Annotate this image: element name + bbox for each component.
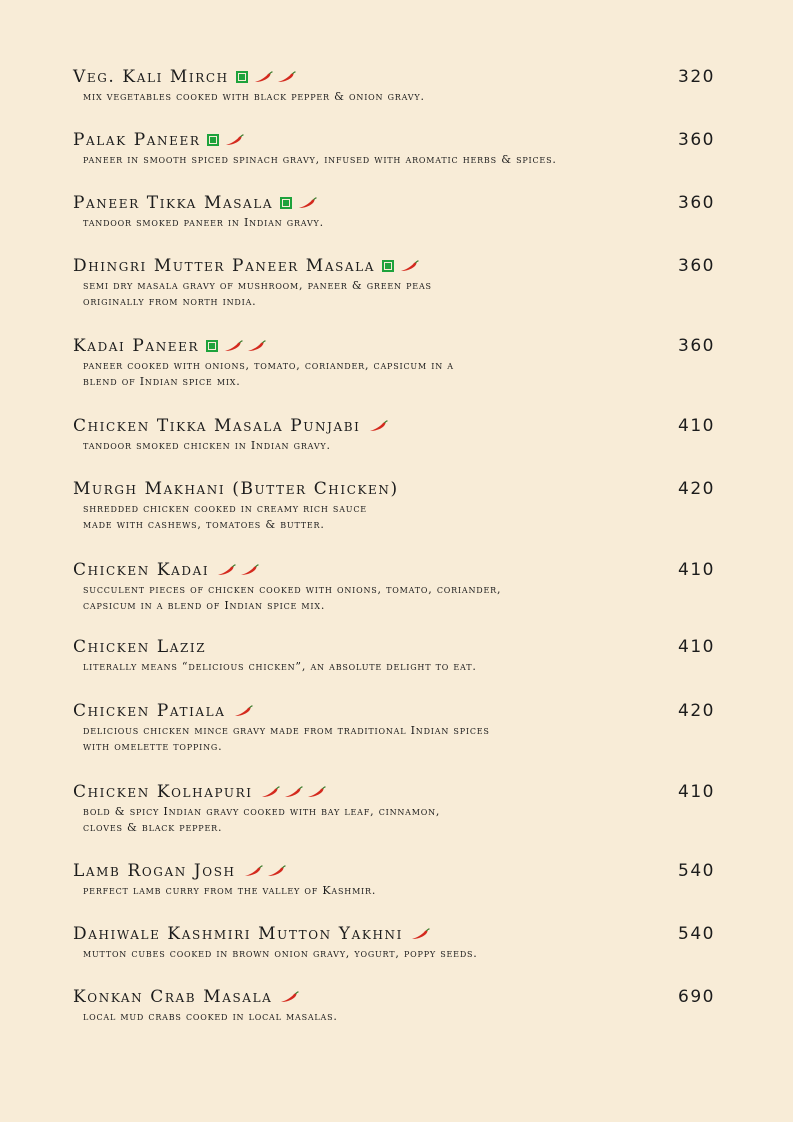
item-price: 690: [678, 987, 715, 1007]
item-name: Chicken Kolhapuri: [73, 782, 253, 802]
item-title: [73, 987, 302, 1007]
item-title: [73, 560, 262, 580]
item-title: [73, 130, 247, 150]
item-description: [83, 438, 643, 454]
item-name: Chicken Patiala: [73, 701, 226, 721]
item-name: Dahiwale Kashmiri Mutton Yakhni: [73, 924, 403, 944]
red-chili-icon: [260, 786, 280, 798]
menu-item: [73, 478, 715, 533]
item-name: Veg. Kali Mirch: [73, 67, 229, 87]
item-description: [83, 501, 643, 533]
item-price: 410: [678, 637, 715, 657]
red-chili-icon: [216, 564, 236, 576]
red-chili-icon: [224, 134, 244, 146]
item-description: [83, 883, 643, 899]
item-price: 410: [678, 560, 715, 580]
item-price: 360: [678, 130, 715, 150]
item-description: [83, 723, 643, 755]
item-header: [73, 986, 715, 1008]
item-description: [83, 804, 643, 836]
item-header: [73, 335, 715, 357]
item-price: 420: [678, 479, 715, 499]
item-header: [73, 255, 715, 277]
item-price: 410: [678, 782, 715, 802]
item-title: [73, 637, 206, 657]
item-title: [73, 193, 320, 213]
description-line: bold & spicy Indian gravy cooked with bay leaf, cinnamon,: [83, 805, 441, 818]
item-price: 360: [678, 336, 715, 356]
item-header: [73, 129, 715, 151]
item-icons: [410, 928, 433, 940]
item-description: [83, 659, 643, 675]
item-price: 360: [678, 256, 715, 276]
item-icons: [243, 865, 289, 877]
red-chili-icon: [246, 340, 266, 352]
red-chili-icon: [399, 260, 419, 272]
item-header: [73, 478, 715, 500]
description-line: delicious chicken mince gravy made from traditional Indian spices: [83, 724, 490, 737]
item-title: [73, 336, 269, 356]
veg-symbol-icon: [206, 340, 218, 352]
item-description: [83, 946, 643, 962]
red-chili-icon: [223, 340, 243, 352]
item-header: [73, 636, 715, 658]
description-line: succulent pieces of chicken cooked with onions, tomato, coriander,: [83, 583, 502, 596]
item-icons: [207, 134, 247, 146]
item-name: Kadai Paneer: [73, 336, 200, 356]
item-price: 360: [678, 193, 715, 213]
menu-item: [73, 559, 715, 614]
item-description: [83, 582, 643, 614]
item-name: Paneer Tikka Masala: [73, 193, 274, 213]
description-line: made with cashews, tomatoes & butter.: [83, 518, 325, 531]
item-description: [83, 152, 643, 168]
red-chili-icon: [297, 197, 317, 209]
item-title: [73, 782, 329, 802]
item-header: [73, 860, 715, 882]
veg-symbol-icon: [280, 197, 292, 209]
item-header: [73, 923, 715, 945]
description-line: mutton cubes cooked in brown onion gravy, yogurt, poppy seeds.: [83, 947, 478, 960]
red-chili-icon: [306, 786, 326, 798]
item-name: Chicken Laziz: [73, 637, 207, 657]
item-description: [83, 278, 643, 310]
item-title: [73, 701, 256, 721]
description-line: local mud crabs cooked in local masalas.: [83, 1010, 338, 1023]
item-price: 410: [678, 416, 715, 436]
veg-symbol-icon: [207, 134, 219, 146]
item-description: [83, 1009, 643, 1025]
menu-item: [73, 192, 715, 231]
item-header: [73, 66, 715, 88]
red-chili-icon: [239, 564, 259, 576]
menu-item: [73, 923, 715, 962]
item-description: [83, 215, 643, 231]
item-name: Murgh Makhani (Butter Chicken): [73, 479, 399, 499]
description-line: with omelette topping.: [83, 740, 223, 753]
item-price: 420: [678, 701, 715, 721]
menu-item: [73, 860, 715, 899]
item-description: [83, 358, 643, 390]
menu-item: [73, 255, 715, 310]
item-name: Dhingri Mutter Paneer Masala: [73, 256, 376, 276]
description-line: literally means “delicious chicken”, an absolute delight to eat.: [83, 660, 477, 673]
item-price: 320: [678, 67, 715, 87]
item-name: Konkan Crab Masala: [73, 987, 273, 1007]
menu-item: [73, 66, 715, 105]
item-title: [73, 67, 299, 87]
description-line: cloves & black pepper.: [83, 821, 223, 834]
item-header: [73, 781, 715, 803]
item-icons: [260, 786, 329, 798]
item-icons: [236, 71, 299, 83]
description-line: tandoor smoked paneer in Indian gravy.: [83, 216, 324, 229]
menu-item: [73, 415, 715, 454]
item-icons: [382, 260, 422, 272]
veg-symbol-icon: [382, 260, 394, 272]
red-chili-icon: [276, 71, 296, 83]
item-header: [73, 415, 715, 437]
item-icons: [216, 564, 262, 576]
menu-item: [73, 781, 715, 836]
description-line: semi dry masala gravy of mushroom, paneer & green peas: [83, 279, 432, 292]
item-title: [73, 256, 422, 276]
description-line: shredded chicken cooked in creamy rich sauce: [83, 502, 367, 515]
menu-item: [73, 335, 715, 390]
item-title: [73, 924, 433, 944]
item-name: Lamb Rogan Josh: [73, 861, 236, 881]
red-chili-icon: [279, 991, 299, 1003]
item-icons: [206, 340, 269, 352]
red-chili-icon: [253, 71, 273, 83]
description-line: originally from north india.: [83, 295, 257, 308]
description-line: tandoor smoked chicken in Indian gravy.: [83, 439, 331, 452]
item-name: Chicken Kadai: [73, 560, 210, 580]
red-chili-icon: [368, 420, 388, 432]
item-icons: [279, 991, 302, 1003]
item-name: Chicken Tikka Masala Punjabi: [73, 416, 361, 436]
item-icons: [280, 197, 320, 209]
item-title: [73, 479, 399, 499]
item-name: Palak Paneer: [73, 130, 201, 150]
veg-symbol-icon: [236, 71, 248, 83]
description-line: mix vegetables cooked with black pepper & onion gravy.: [83, 90, 425, 103]
menu-item: [73, 986, 715, 1025]
description-line: perfect lamb curry from the valley of Kashmir.: [83, 884, 377, 897]
red-chili-icon: [266, 865, 286, 877]
item-title: [73, 416, 391, 436]
description-line: blend of Indian spice mix.: [83, 375, 241, 388]
red-chili-icon: [410, 928, 430, 940]
red-chili-icon: [283, 786, 303, 798]
red-chili-icon: [243, 865, 263, 877]
description-line: paneer cooked with onions, tomato, coriander, capsicum in a: [83, 359, 454, 372]
item-header: [73, 192, 715, 214]
menu-item: [73, 129, 715, 168]
item-icons: [233, 705, 256, 717]
red-chili-icon: [233, 705, 253, 717]
description-line: capsicum in a blend of Indian spice mix.: [83, 599, 326, 612]
item-title: [73, 861, 289, 881]
item-price: 540: [678, 924, 715, 944]
menu-item: [73, 700, 715, 755]
description-line: paneer in smooth spiced spinach gravy, infused with aromatic herbs & spices.: [83, 153, 557, 166]
menu-item: [73, 636, 715, 675]
item-price: 540: [678, 861, 715, 881]
item-header: [73, 700, 715, 722]
item-icons: [368, 420, 391, 432]
item-description: [83, 89, 643, 105]
item-header: [73, 559, 715, 581]
